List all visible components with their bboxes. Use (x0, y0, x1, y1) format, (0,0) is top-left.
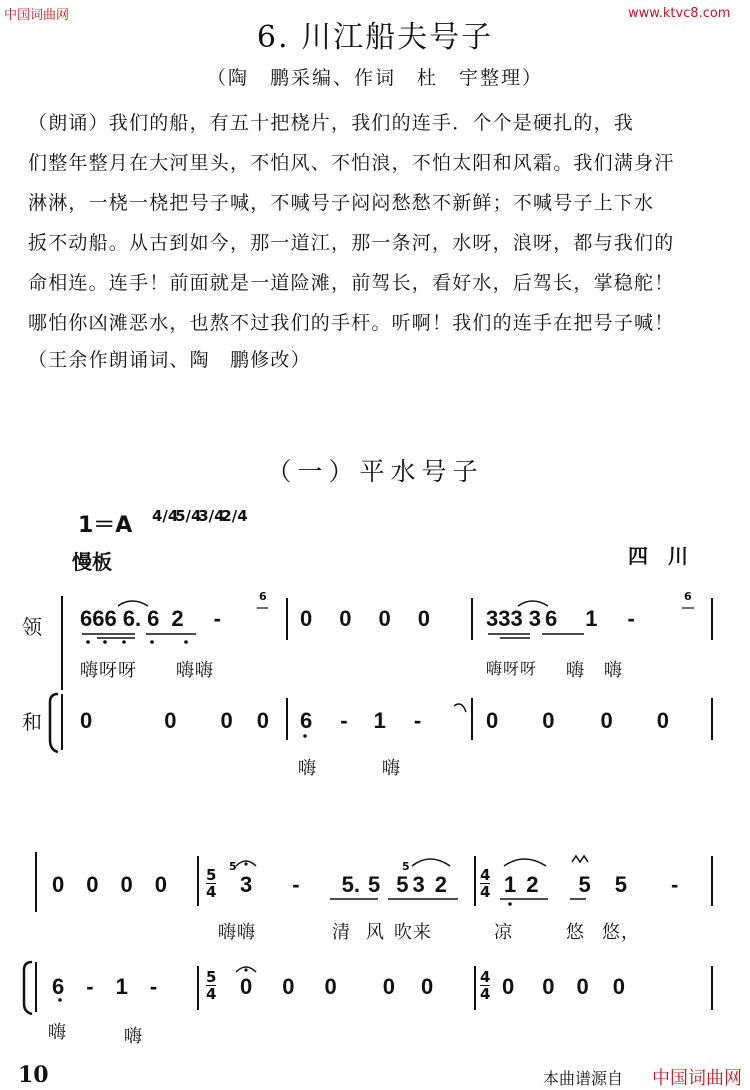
dash: - (213, 606, 221, 631)
slur (504, 859, 546, 866)
note: 1 (585, 606, 598, 631)
lyric: 清 (332, 922, 351, 943)
note: 6 (147, 606, 160, 631)
lyric: 悠 (566, 922, 585, 943)
recitation-line: 命相连。连手！前面就是一道险滩，前驾长，看好水，后驾长，掌稳舵！ (28, 272, 675, 294)
rest: 0 (576, 974, 589, 999)
recitation-credit: （王余作朗诵词、陶 鹏修改） (28, 349, 311, 371)
grace-note: 6 (684, 590, 692, 603)
page-number: 10 (18, 1062, 49, 1088)
rest: 0 (421, 974, 434, 999)
rest: 0 (542, 974, 555, 999)
note: 6 (300, 708, 313, 733)
rest: 0 (300, 606, 340, 631)
octave-dot (303, 734, 307, 738)
slur (412, 859, 450, 866)
note: 3 (528, 606, 541, 631)
rest: 0 (154, 872, 167, 897)
note: 5 (578, 872, 591, 897)
rest: 0 (612, 974, 625, 999)
part-label-lead: 领 (22, 615, 42, 639)
rest: 0 (378, 606, 418, 631)
note: 6 (544, 606, 558, 631)
watermark-top-left: 中国词曲网 (4, 8, 70, 23)
lyric: 嗨 嗨 (566, 660, 623, 681)
lyric: 嗨 (298, 758, 317, 779)
lyric: 嗨 (48, 1022, 67, 1043)
note: 1 (373, 708, 386, 733)
measure-chorus-3 (486, 708, 669, 734)
note: 5 (367, 872, 381, 897)
rest: 0 (486, 708, 499, 733)
watermark-bottom-label: 本曲谱源自 (543, 1069, 624, 1088)
measure-lead-2 (300, 606, 457, 632)
chorus-bracket (24, 962, 32, 1014)
octave-dot (184, 640, 188, 644)
tie (454, 704, 466, 712)
rest: 0 (502, 974, 515, 999)
measure-lead-6 (504, 872, 678, 898)
measure-chorus-6 (502, 974, 625, 1000)
measure-lead-3 (486, 606, 635, 632)
dash: - (149, 974, 158, 999)
rest: 0 (600, 708, 613, 733)
rest: 0 (324, 974, 337, 999)
note: 6. (122, 606, 142, 631)
rest: 0 (80, 708, 93, 733)
rest: 0 (86, 872, 99, 897)
measure-chorus-2 (300, 708, 421, 734)
lyric: 悠， (602, 922, 640, 943)
time-signature: 5/4 (175, 506, 202, 525)
fermata-dot (244, 862, 247, 865)
section-title: （一）平水号子 (266, 457, 484, 486)
octave-dot (150, 640, 154, 644)
dash: - (671, 872, 679, 897)
page-title: 6. 川江船夫号子 (256, 20, 494, 55)
note: 2 (434, 872, 447, 897)
octave-dot (508, 902, 512, 906)
time-signature-change: $\frac{4}{4}$ (480, 866, 491, 901)
recitation-line: 们整年整月在大河里头，不怕风、不怕浪，不怕太阳和风霜。我们满身汗 (28, 152, 675, 174)
time-signature: 2/4 (221, 506, 248, 525)
watermark-bottom-brand: 中国词曲网 (652, 1068, 742, 1089)
mordent (572, 856, 588, 862)
measure-chorus-5 (240, 974, 433, 1000)
rest: 0 (542, 708, 555, 733)
part-label-chorus: 和 (22, 710, 42, 734)
note: 5 (614, 872, 627, 897)
chorus-bracket (50, 694, 58, 752)
rest: 0 (52, 872, 65, 897)
note-group: 333 (486, 606, 523, 631)
note: 1 (504, 872, 517, 897)
recitation-line: 扳不动船。从古到如今，那一道江，那一条河，水呀，浪呀，都与我们的 (28, 232, 675, 254)
lyric: 嗨嗨 (218, 922, 256, 943)
fermata-dot (244, 968, 247, 971)
region-label: 四 川 (628, 544, 688, 568)
tempo-marking: 慢板 (72, 550, 112, 574)
lyric: 嗨 (124, 1026, 143, 1047)
rest: 0 (220, 708, 233, 733)
measure-lead-1 (80, 606, 221, 632)
grace-note: 5 (402, 860, 410, 873)
rest: 0 (339, 606, 379, 631)
note: 6 (52, 974, 65, 999)
recitation-line: 淋淋，一桡一桡把号子喊，不喊号子闷闷愁愁不新鲜；不喊号子上下水 (28, 192, 655, 214)
note: 5 (396, 872, 409, 897)
subtitle: （陶 鹏采编、作词 杜 宇整理） (206, 67, 543, 89)
recitation-line: 哪怕你凶滩恶水，也熬不过我们的手杆。听啊！我们的连手在把号子喊！ (28, 312, 675, 334)
dash: - (292, 872, 300, 897)
watermark-top-right: www.ktvc8.com (628, 6, 731, 21)
rest: 0 (120, 872, 133, 897)
note-group: 666 (80, 606, 117, 631)
measure-chorus-1 (80, 708, 269, 734)
rest: 0 (382, 974, 395, 999)
grace-note: 6 (259, 590, 267, 603)
note: 3 (240, 872, 253, 897)
rest: 0 (256, 708, 269, 733)
lyric: 嗨嗨 (176, 660, 214, 681)
rest: 0 (417, 606, 457, 631)
time-signature: 3/4 (198, 506, 225, 525)
octave-dot (122, 640, 126, 644)
dash: - (413, 708, 422, 733)
measure-lead-5 (240, 872, 447, 898)
lyric: 吹来 (394, 922, 432, 943)
time-signature-change: $\frac{4}{4}$ (480, 968, 491, 1003)
rest: 0 (656, 708, 669, 733)
note: 1 (115, 974, 128, 999)
lyric: 嗨 (382, 758, 401, 779)
grace-note: 5 (229, 860, 237, 873)
time-signature-change: $\frac{5}{4}$ (206, 968, 217, 1003)
octave-dot (103, 640, 107, 644)
lyric: 凉 (494, 922, 513, 943)
rest: 0 (164, 708, 177, 733)
note: 5. (341, 872, 360, 897)
note: 3 (412, 872, 425, 897)
measure-lead-4 (52, 872, 167, 898)
octave-dot (86, 640, 90, 644)
measure-chorus-4 (52, 974, 157, 1000)
time-signature: 4/4 (152, 506, 179, 525)
recitation-line: （朗诵）我们的船，有五十把桡片，我们的连手．个个是硬扎的，我 (28, 112, 635, 134)
dash: - (340, 708, 348, 733)
rest: 0 (240, 974, 253, 999)
note: 2 (526, 872, 539, 897)
dash: - (86, 974, 94, 999)
dash: - (627, 606, 635, 631)
lyric: 嗨呀呀 (486, 659, 538, 678)
key-signature: 1＝A (78, 513, 133, 538)
note: 2 (171, 606, 184, 631)
rest: 0 (282, 974, 295, 999)
lyric: 风 (366, 922, 385, 943)
time-signature-change: $\frac{5}{4}$ (206, 866, 217, 901)
lyric: 嗨呀呀 (80, 660, 137, 681)
